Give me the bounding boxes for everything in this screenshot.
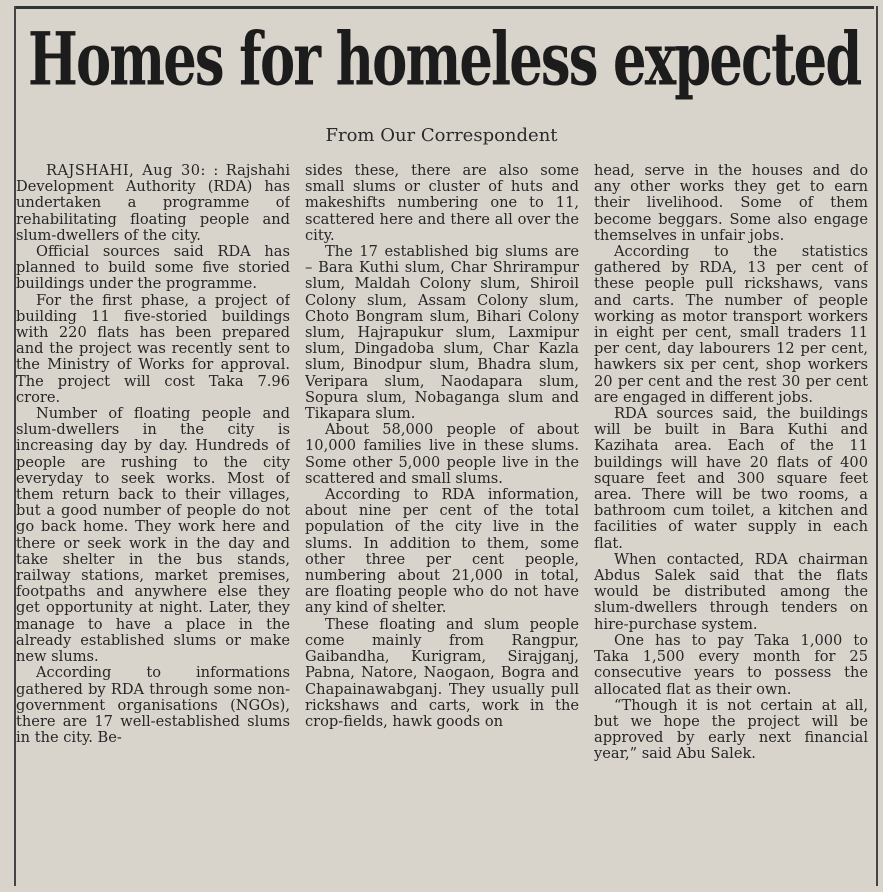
paragraph: When contacted, RDA chairman Abdus Salek said that the flats would be distributed among the slum-dwellers through tenders on hire-purchase system. <box>594 550 868 633</box>
article-column-2 <box>305 163 579 888</box>
paragraph: The 17 established big slums are – Bara Kuthi slum, Char Shrirampur slum, Maldah Colony slum, Shiroil Colony slum, Assam Colony slum, Choto Bongram slum, Bihari Colony slum, Hajrapukur slum, Laxmipur slum, Dingadoba slum, Char Kazla slum, Binodpur slum, Bhadra slum, Veripara slum, Naodapara slum, Sopura slum, Nobaganga slum and Tikapara slum. <box>305 243 579 423</box>
paragraph-text: : Rajshahi Development Authority (RDA) has undertaken a programme of rehabilitating floating people and slum-dwellers of the city. <box>16 163 290 244</box>
paragraph: According to informations gathered by RDA through some non-government organisations (NGOs), there are 17 well-established slums in the city. Be- <box>16 664 290 747</box>
paragraph: RDA sources said, the buildings will be built in Bara Kuthi and Kazihata area. Each of the 11 buildings will have 20 flats of 400 square feet and 300 square feet area. There will be two rooms, a bathroom cum toilet, a kitchen and facilities of water supply in each flat. <box>594 405 868 552</box>
paragraph: About 58,000 people of about 10,000 families live in these slums. Some other 5,000 people live in the scattered and small slums. <box>305 421 579 487</box>
article-column-1 <box>16 163 290 888</box>
paragraph: sides these, there are also some small slums or cluster of huts and makeshifts numbering one to 11, scattered here and there all over the city. <box>305 163 579 244</box>
paragraph <box>16 163 290 244</box>
paragraph: According to the statistics gathered by RDA, 13 per cent of these people pull rickshaws, vans and carts. The number of people working as motor transport workers in eight per cent, small traders 11 per cent, day labourers 12 per cent, hawkers six per cent, shop workers 20 per cent and the rest 30 per cent are engaged in different jobs. <box>594 243 868 406</box>
article-column-3 <box>594 163 868 888</box>
dateline: RAJSHAHI, Aug 30: <box>46 163 206 179</box>
paragraph: These floating and slum people come mainly from Rangpur, Gaibandha, Kurigram, Sirajganj, Pabna, Natore, Naogaon, Bogra and Chapainawabganj. They usually pull rickshaws and carts, work in the crop-fields, hawk goods on <box>305 615 579 730</box>
paragraph: Number of floating people and slum-dwellers in the city is increasing day by day. Hundreds of people are rushing to the city everyday to seek works. Most of them return back to their villages, but a good number of people do not go back home. They work here and there or seek work in the day and take shelter in the bus stands, railway stations, market premises, footpaths and anywhere else they get opportunity at night. Later, they manage to have a place in the already established slums or make new slums. <box>16 405 290 666</box>
top-rule <box>14 6 874 9</box>
paragraph: One has to pay Taka 1,000 to Taka 1,500 every month for 25 consecutive years to possess the allocated flat as their own. <box>594 631 868 698</box>
paragraph: According to RDA information, about nine per cent of the total population of the city live in the slums. In addition to them, some other three per cent people, numbering about 21,000 in total, are floating people who do not have any kind of shelter. <box>305 486 579 617</box>
paragraph: “Though it is not certain at all, but we hope the project will be approved by early next financial year,” said Abu Salek. <box>594 696 868 763</box>
paragraph: Official sources said RDA has planned to build some five storied buildings under the programme. <box>16 243 290 293</box>
byline: From Our Correspondent <box>325 125 558 146</box>
paragraph: For the first phase, a project of building 11 five-storied buildings with 220 flats has been prepared and the project was recently sent to the Ministry of Works for approval. The project will cost Taka 7.96 crore. <box>16 291 290 406</box>
paragraph: head, serve in the houses and do any other works they get to earn their livelihood. Some of them become beggars. Some also engage themselves in unfair jobs. <box>594 163 868 244</box>
headline: Homes for homeless expected <box>28 15 861 103</box>
